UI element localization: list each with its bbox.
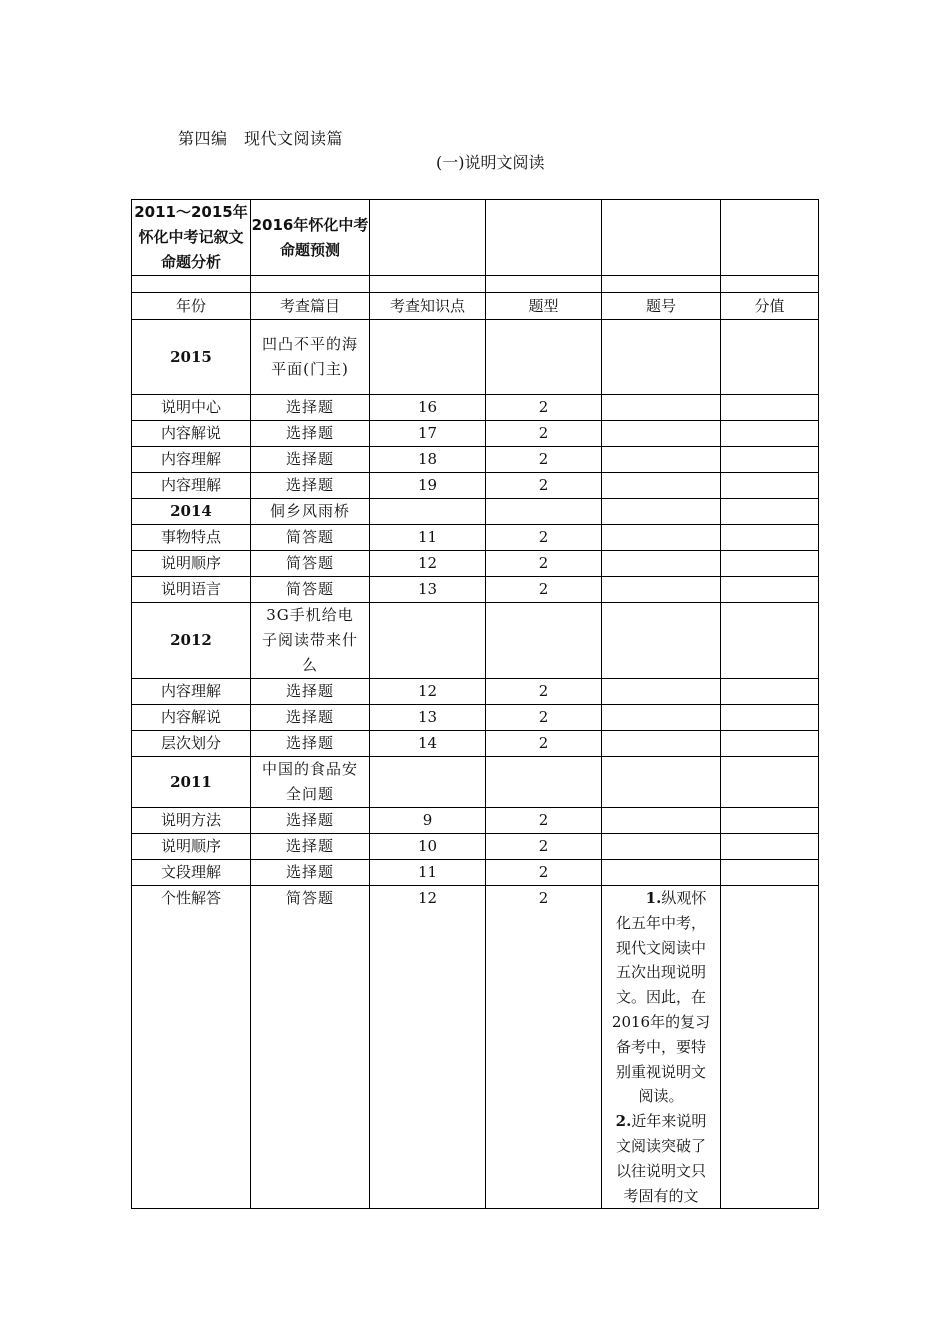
empty-cell: [721, 808, 819, 834]
question-type-cell: [251, 705, 370, 731]
article-title: 侗乡风雨桥: [269, 502, 350, 520]
question-number-cell: 12: [370, 886, 486, 1209]
empty-cell: [721, 499, 819, 525]
knowledge-point-cell: 说明顺序: [132, 834, 251, 860]
question-type-cell: [251, 808, 370, 834]
question-type: 选择题: [285, 708, 334, 726]
empty-cell: [602, 499, 721, 525]
article-title: 3G手机给电子阅读带来什么: [262, 606, 359, 674]
article-title-cell: [251, 320, 370, 395]
year-cell: 2011: [132, 757, 251, 808]
empty-cell: [602, 757, 721, 808]
question-number-cell: 10: [370, 834, 486, 860]
year-row: [132, 320, 819, 395]
question-type-cell: [251, 860, 370, 886]
question-type: 选择题: [285, 863, 334, 881]
question-number-cell: 16: [370, 395, 486, 421]
point-text: 纵观怀化五年中考，现代文阅读中五次出现说明文。因此，在2016年的复习备考中，要特别重视说明文阅读。: [611, 889, 711, 1106]
question-type: 简答题: [285, 528, 334, 546]
knowledge-point-cell: 说明顺序: [132, 551, 251, 577]
question-number-cell: 13: [370, 705, 486, 731]
empty-cell: [721, 834, 819, 860]
question-type-cell: [251, 421, 370, 447]
question-type: 选择题: [285, 476, 334, 494]
knowledge-point-cell: 内容理解: [132, 679, 251, 705]
score-cell: 2: [486, 421, 602, 447]
question-number-cell: [370, 320, 486, 395]
empty-cell: [602, 473, 721, 499]
question-number-cell: 11: [370, 860, 486, 886]
empty-cell: [602, 421, 721, 447]
article-title-cell: [251, 603, 370, 679]
article-title: 中国的食品安全问题: [261, 760, 358, 803]
empty-cell: [486, 200, 602, 276]
year-row: [132, 499, 819, 525]
table-row: [132, 525, 819, 551]
empty-cell: [602, 577, 721, 603]
empty-cell: [602, 447, 721, 473]
empty-cell: [602, 320, 721, 395]
table-row: [132, 551, 819, 577]
section-title: 第四编 现代文阅读篇: [178, 129, 344, 148]
table-row: [132, 421, 819, 447]
question-type: 选择题: [285, 450, 334, 468]
empty-cell: [602, 860, 721, 886]
score-value-cell: [721, 886, 819, 1209]
question-number-cell: 12: [370, 551, 486, 577]
empty-cell: [721, 577, 819, 603]
year-cell: 2014: [132, 499, 251, 525]
question-number-cell: 12: [370, 679, 486, 705]
column-header: 题型: [486, 293, 602, 320]
empty-cell: [721, 860, 819, 886]
score-cell: 2: [486, 679, 602, 705]
point-text: 近年来说明文阅读突破了以往说明文只考固有的文: [615, 1112, 707, 1205]
empty-cell: [132, 276, 251, 293]
table-row: [132, 731, 819, 757]
question-number-cell: [370, 499, 486, 525]
table-row: [132, 395, 819, 421]
prediction-point-2: [610, 1109, 712, 1208]
analysis-header-cell: 2011～2015年怀化中考记叙文命题分析: [132, 200, 251, 276]
empty-cell: [602, 731, 721, 757]
empty-cell: [721, 603, 819, 679]
question-number-cell: [370, 603, 486, 679]
score-cell: 2: [486, 525, 602, 551]
empty-cell: [602, 705, 721, 731]
table-row: [132, 834, 819, 860]
prediction-header-cell: 2016年怀化中考命题预测: [251, 200, 370, 276]
empty-cell: [721, 757, 819, 808]
empty-cell: [721, 731, 819, 757]
score-cell: [486, 757, 602, 808]
article-title: 凹凸不平的海平面(门主): [262, 335, 359, 378]
table-row: [132, 473, 819, 499]
column-header-row: [132, 293, 819, 320]
knowledge-point-cell: 文段理解: [132, 860, 251, 886]
score-cell: 2: [486, 808, 602, 834]
prediction-cell: [602, 886, 721, 1209]
question-number-cell: 14: [370, 731, 486, 757]
score-cell: 2: [486, 473, 602, 499]
question-type: 选择题: [285, 398, 334, 416]
table-row: [132, 679, 819, 705]
empty-cell: [721, 551, 819, 577]
question-type: 简答题: [285, 580, 334, 598]
empty-cell: [721, 525, 819, 551]
empty-cell: [602, 395, 721, 421]
knowledge-point-cell: 个性解答: [132, 886, 251, 1209]
empty-cell: [486, 276, 602, 293]
question-type: 选择题: [285, 682, 334, 700]
question-type: 选择题: [285, 424, 334, 442]
column-header: 题号: [602, 293, 721, 320]
empty-cell: [251, 276, 370, 293]
knowledge-point-cell: 内容解说: [132, 421, 251, 447]
score-cell: [486, 320, 602, 395]
score-cell: 2: [486, 731, 602, 757]
exam-analysis-table: [131, 199, 819, 1209]
empty-cell: [370, 200, 486, 276]
table-row: [132, 447, 819, 473]
knowledge-point-cell: 内容理解: [132, 473, 251, 499]
knowledge-point-cell: 说明中心: [132, 395, 251, 421]
article-title-cell: [251, 757, 370, 808]
question-type-cell: [251, 473, 370, 499]
score-cell: 2: [486, 395, 602, 421]
point-number: 1.: [645, 889, 662, 907]
empty-cell: [721, 679, 819, 705]
year-cell: 2012: [132, 603, 251, 679]
column-header: 分值: [721, 293, 819, 320]
point-number: 2.: [615, 1112, 632, 1131]
empty-cell: [721, 447, 819, 473]
empty-cell: [602, 679, 721, 705]
score-cell: 2: [486, 577, 602, 603]
table-row: [132, 860, 819, 886]
question-type: 简答题: [285, 889, 334, 907]
question-number-cell: 9: [370, 808, 486, 834]
score-cell: [486, 603, 602, 679]
table-row: [132, 577, 819, 603]
empty-cell: [602, 276, 721, 293]
year-row: [132, 603, 819, 679]
table-row: [132, 705, 819, 731]
score-cell: [486, 499, 602, 525]
question-number-cell: 18: [370, 447, 486, 473]
question-type: 选择题: [285, 734, 334, 752]
empty-cell: [602, 551, 721, 577]
empty-cell: [602, 200, 721, 276]
question-number-cell: 17: [370, 421, 486, 447]
score-cell: 2: [486, 834, 602, 860]
knowledge-point-cell: 内容理解: [132, 447, 251, 473]
table-row: [132, 808, 819, 834]
question-type-cell: [251, 447, 370, 473]
knowledge-point-cell: 说明语言: [132, 577, 251, 603]
question-type: 简答题: [285, 554, 334, 572]
score-cell: 2: [486, 886, 602, 1209]
knowledge-point-cell: 事物特点: [132, 525, 251, 551]
empty-cell: [721, 395, 819, 421]
empty-cell: [721, 421, 819, 447]
question-type-cell: [251, 551, 370, 577]
empty-cell: [721, 320, 819, 395]
empty-cell: [602, 808, 721, 834]
question-type-cell: [251, 395, 370, 421]
question-number-cell: 11: [370, 525, 486, 551]
question-type-cell: [251, 525, 370, 551]
knowledge-point-cell: 层次划分: [132, 731, 251, 757]
year-row: [132, 757, 819, 808]
prediction-point-1: [610, 886, 712, 1109]
knowledge-point-cell: 内容解说: [132, 705, 251, 731]
empty-cell: [602, 603, 721, 679]
empty-cell: [370, 276, 486, 293]
score-cell: 2: [486, 705, 602, 731]
column-header: 年份: [132, 293, 251, 320]
empty-cell: [721, 276, 819, 293]
knowledge-point-cell: 说明方法: [132, 808, 251, 834]
question-type-cell: [251, 577, 370, 603]
empty-cell: [721, 200, 819, 276]
question-type-cell: [251, 731, 370, 757]
year-cell: 2015: [132, 320, 251, 395]
empty-cell: [602, 834, 721, 860]
question-number-cell: 19: [370, 473, 486, 499]
column-header: 考查篇目: [251, 293, 370, 320]
question-type: 选择题: [285, 811, 334, 829]
column-header: 考查知识点: [370, 293, 486, 320]
score-cell: 2: [486, 551, 602, 577]
empty-cell: [602, 525, 721, 551]
empty-cell: [721, 705, 819, 731]
score-cell: 2: [486, 860, 602, 886]
question-type-cell: [251, 834, 370, 860]
score-cell: 2: [486, 447, 602, 473]
article-title-cell: [251, 499, 370, 525]
question-type: 选择题: [285, 837, 334, 855]
question-type-cell: [251, 679, 370, 705]
question-type-cell: [251, 886, 370, 1209]
question-number-cell: 13: [370, 577, 486, 603]
empty-cell: [721, 473, 819, 499]
table-row: [132, 886, 819, 1209]
document-subtitle: (一)说明文阅读: [436, 153, 545, 172]
question-number-cell: [370, 757, 486, 808]
